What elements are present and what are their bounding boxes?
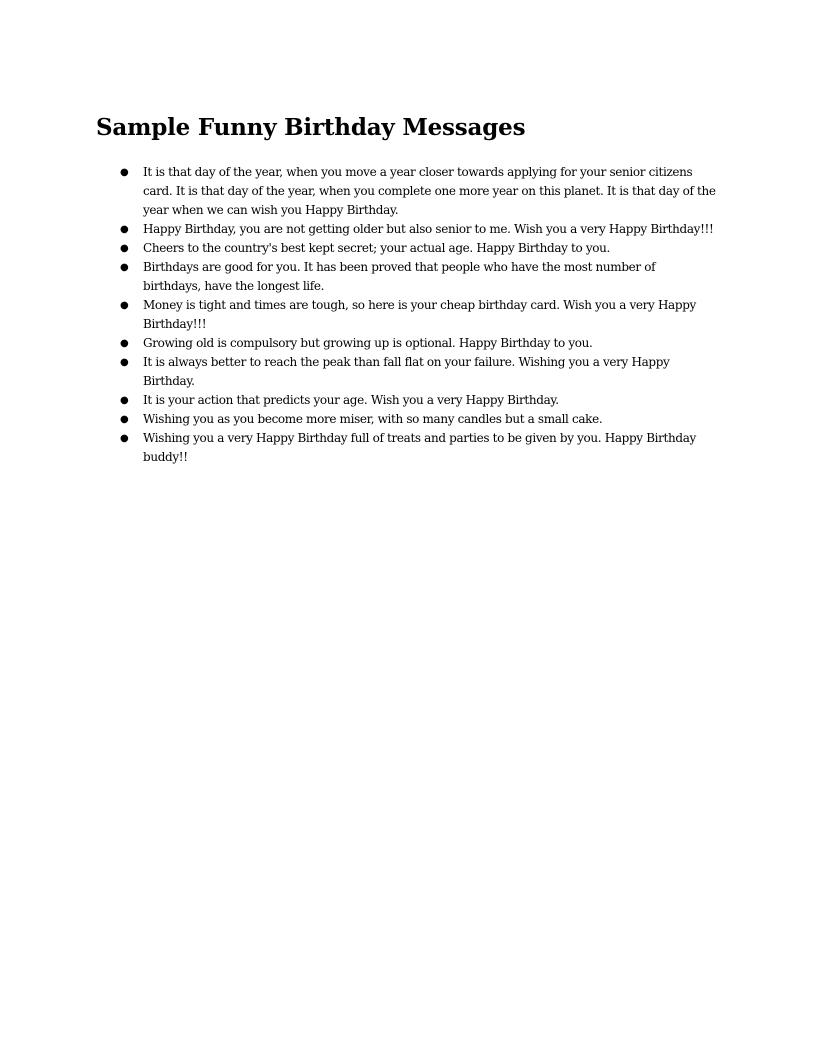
bullet-icon: ● — [120, 433, 129, 444]
list-item — [96, 258, 716, 296]
list-item — [96, 410, 716, 429]
list-item-text: It is always better to reach the peak than fall flat on your failure. Wishing you a very Happy Birthday. — [143, 355, 670, 388]
bullet-icon: ● — [120, 395, 129, 406]
list-item-text: Wishing you as you become more miser, with so many candles but a small cake. — [143, 412, 603, 426]
list-item — [96, 391, 716, 410]
bullet-icon: ● — [120, 338, 129, 349]
list-item-text: Cheers to the country's best kept secret; your actual age. Happy Birthday to you. — [143, 241, 611, 255]
list-item-text: Birthdays are good for you. It has been proved that people who have the most number of birthdays, have the longest life. — [143, 260, 656, 293]
list-item-text: Wishing you a very Happy Birthday full of treats and parties to be given by you. Happy Birthday buddy!! — [143, 431, 696, 464]
list-item — [96, 239, 716, 258]
bullet-icon: ● — [120, 224, 129, 235]
bullet-icon: ● — [120, 262, 129, 273]
list-item — [96, 353, 716, 391]
list-item — [96, 296, 716, 334]
bullet-icon: ● — [120, 414, 129, 425]
list-item-text: Happy Birthday, you are not getting older but also senior to me. Wish you a very Happy Birthday!!! — [143, 222, 714, 236]
bullet-icon: ● — [120, 357, 129, 368]
list-item-text: It is your action that predicts your age. Wish you a very Happy Birthday. — [143, 393, 559, 407]
list-item — [96, 429, 716, 467]
document-title: Sample Funny Birthday Messages — [96, 114, 526, 141]
list-item — [96, 220, 716, 239]
birthday-messages-list — [96, 163, 716, 467]
list-item — [96, 163, 716, 220]
bullet-icon: ● — [120, 300, 129, 311]
document-content — [96, 112, 716, 467]
list-item-text: It is that day of the year, when you move a year closer towards applying for your senior citizens card. It is that day of the year, when you complete one more year on this planet. It is that day of the year when we can wish you Happy Birthday. — [143, 165, 716, 217]
bullet-icon: ● — [120, 243, 129, 254]
list-item-text: Money is tight and times are tough, so here is your cheap birthday card. Wish you a very Happy Birthday!!! — [143, 298, 696, 331]
list-item-text: Growing old is compulsory but growing up is optional. Happy Birthday to you. — [143, 336, 593, 350]
list-item — [96, 334, 716, 353]
bullet-icon: ● — [120, 167, 129, 178]
